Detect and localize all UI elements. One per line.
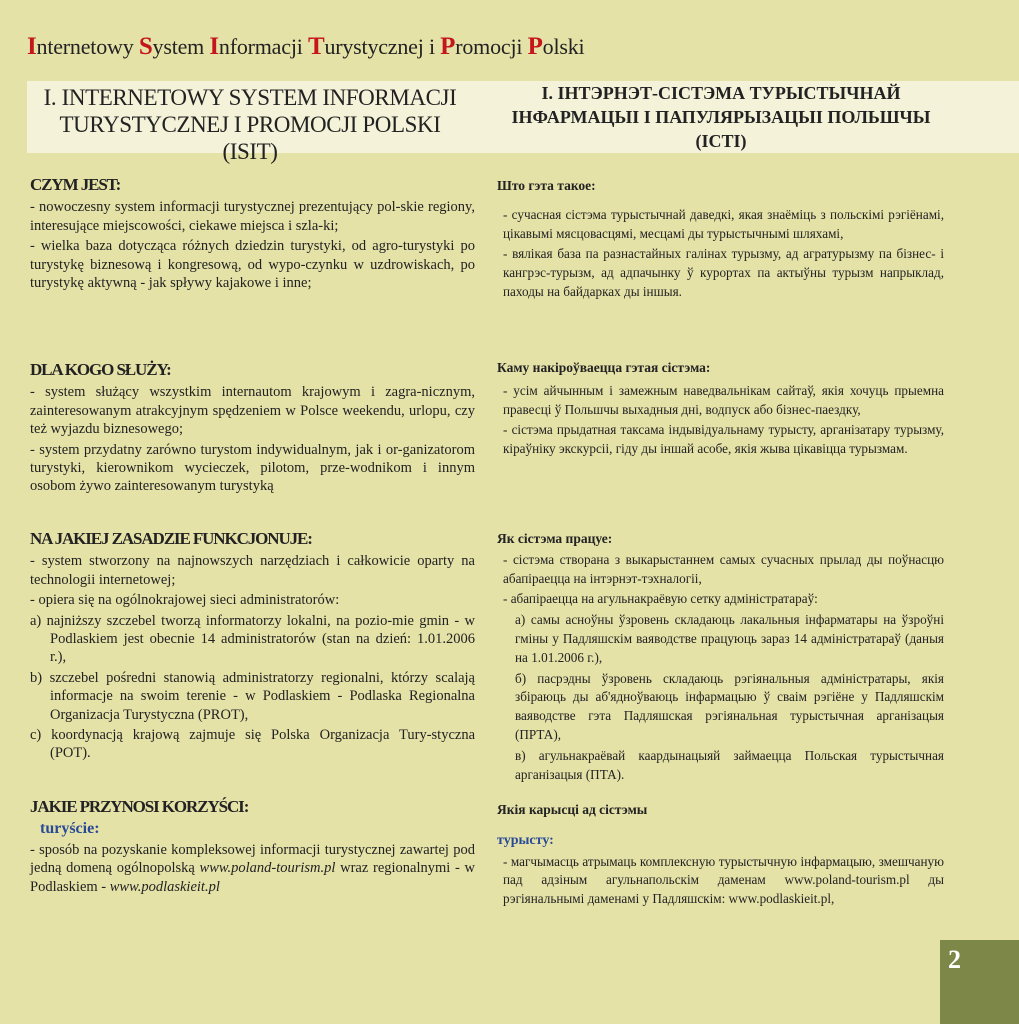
header-initial: I	[27, 33, 37, 60]
pl-subitem-text: c) koordynacją krajową zajmuje się Polska Organizacja Tury-styczna (POT).	[30, 727, 475, 762]
pl-heading-who: DLA KOGO SŁUŻY:	[30, 360, 171, 379]
by-item: - вялікая база па разнастайных галінах турызму, ад агратурызму па бізнес- і кангрэс-турызм, ад адпачынку ў курортах па актыўны турызм напрыклад, паходы на байдарках ды іншыя.	[503, 246, 944, 299]
podlaskieit-link[interactable]: www.podlaskieit.pl	[109, 878, 220, 895]
header-initial: P	[440, 33, 456, 60]
by-item: - сістэма прыдатная таксама індывідуальнаму турысту, арганізатару турызму, кіраўніку экскурсіі, гіду ды іншай асобе, якія жыва цікавіцца турызмам.	[503, 422, 944, 457]
pl-subheading-tourist: turyście:	[40, 820, 100, 838]
by-section-what	[497, 177, 944, 304]
header-initial: T	[307, 33, 325, 60]
pl-item: - opiera się na ogólnokrajowej sieci administratorów:	[30, 592, 340, 609]
header-initial: I	[209, 33, 219, 60]
publication-header	[27, 33, 584, 61]
by-section-how	[497, 530, 944, 786]
pl-benefit-part: wraz regionalnymi - w Podlaskiem -	[30, 860, 475, 895]
pl-heading-how: NA JAKIEJ ZASADZIE FUNKCJONUJE:	[30, 529, 312, 548]
by-subitem: в) агульнакраёвай каардынацыяй займаецца Польская турыстычная арганізацыя (ПТА).	[515, 747, 944, 782]
by-subitem: б) пасрэдны ўзровень складаюць рэгіянальныя адміністратары, якія збіраюць ды аб'ядноўваюць інфармацыю ў сваім рэгіёне у Падляшскім ваяводстве гэта Падляшская рэгіянальная турыстычная арганізацыя (ПРТА),	[515, 670, 944, 742]
pl-section-how	[30, 530, 475, 765]
pl-item: - system służący wszystkim internautom krajowym i zagra-nicznym, zainteresowanym atrakcyjnym spędzeniem w Polsce weekendu, urlopu, czy też wyjazdu biznesowego;	[30, 384, 475, 438]
pl-section-what	[30, 176, 475, 294]
by-heading-how: Як сістэма працуе:	[497, 531, 613, 546]
pl-item: - nowoczesny system informacji turystycznej prezentujący pol-skie regiony, interesujące miejscowości, ciekawe miejsca i szla-ki;	[30, 199, 475, 234]
by-section-who	[497, 359, 944, 461]
pl-subitem	[30, 726, 475, 763]
by-section-benefits	[497, 801, 944, 911]
pl-benefit-text	[30, 841, 475, 896]
pl-subitem	[30, 612, 475, 667]
pl-item: - system przydatny zarówno turystom indywidualnym, jak i or-ganizatorom turystyki, kierownikom wycieczek, pilotom, prze-wodnikom i innym osobom żywo zainteresowanym turystyką	[30, 441, 475, 495]
pl-item: - wielka baza dotycząca różnych dziedzin turystyki, od agro-turystyki po turystykę biznesową i kongresową, od wypo-czynku w uzdrowiskach, po turystykę aktywną - jak spływy kajakowe i inne;	[30, 238, 475, 292]
pl-benefit-part: - sposób na pozyskanie kompleksowej informacji turystycznej zawartej pod jedną domeną ogólnopolską	[30, 841, 475, 877]
header-word: urystycznej i	[324, 34, 441, 59]
pl-heading-what: CZYM JEST:	[30, 175, 121, 194]
section-title-by: I. ІНТЭРНЭТ-СІСТЭМА ТУРЫСТЫЧНАЙ ІНФАРМАЦЫІ І ПАПУЛЯРЫЗАЦЫІ ПОЛЬШЧЫ (ІСТІ)	[511, 83, 931, 151]
poland-tourism-link[interactable]: www.poland-tourism.pl	[199, 860, 336, 877]
page-number: 2	[948, 945, 961, 974]
by-benefit-text: - магчымасць атрымаць комплексную турыстычную інфармацыю, змешчаную пад адзіным агульнапольскім даменам www.poland-tourism.pl ды рэгіянальнымі даменамі у Падляшскім: www.podlaskieit.pl,	[503, 853, 944, 907]
by-item: - абапіраецца на агульнакраёвую сетку адміністратараў:	[503, 591, 818, 607]
pl-item: - system stworzony na najnowszych narzędziach i całkowicie oparty na technologii internetowej;	[30, 553, 475, 588]
by-item: - сучасная сістэма турыстычнай даведкі, якая знаёміць з польскімі рэгіёнамі, цікавымі мясцовасцямі, месцамі ды турыстычнымі шляхамі,	[503, 206, 944, 241]
pl-subitem	[30, 669, 475, 724]
by-item: - усім айчынным і замежным наведвальнікам сайтаў, якія хочуць прыемна правесці ў Польшчы выхадныя дні, водпуск або бізнес-паездку,	[503, 382, 944, 417]
header-initial: P	[527, 33, 543, 60]
by-subheading-tourist: турысту:	[497, 832, 554, 848]
header-word: romocji	[455, 34, 528, 59]
section-title-pl: I. INTERNETOWY SYSTEM INFORMACJI TURYSTYCZNEJ I PROMOCJI POLSKI (ISIT)	[43, 85, 457, 165]
by-item: - сістэма створана з выкарыстаннем самых сучасных прылад ды поўнасцю абапіраецца на інтэрнэт-тэхналогіі,	[503, 551, 944, 586]
pl-section-who	[30, 361, 475, 498]
header-word: nformacji	[218, 34, 308, 59]
header-initial: S	[138, 33, 153, 60]
header-word: nternetowy	[36, 34, 139, 59]
pl-section-benefits	[30, 798, 475, 898]
by-heading-who: Каму накіроўваецца гэтая сістэма:	[497, 360, 711, 375]
pl-subitem-text: a) najniższy szczebel tworzą informatorzy lokalni, na pozio-mie gmin - w Podlaskiem jest obecnie 14 administratorów (stan na dzień: 1.01.2006 r.),	[30, 612, 475, 666]
by-heading-what: Што гэта такое:	[497, 178, 596, 193]
pl-subitem-text: b) szczebel pośredni stanowią administratorzy regionalni, którzy scalają informacje na swoim terenie - w Podlaskiem - Podlaska Regionalna Organizacja Turystyczna (PROT),	[30, 669, 475, 723]
by-heading-benefits: Якія карысці ад сістэмы	[497, 802, 648, 817]
header-word: olski	[542, 34, 585, 59]
pl-heading-benefits: JAKIE PRZYNOSI KORZYŚCI:	[30, 797, 249, 816]
header-word: ystem	[152, 34, 210, 59]
by-subitem: а) самы асноўны ўзровень складаюць лакальныя інфарматары на ўзроўні гміны у Падляшскім ваяводстве працуюць зараз 14 адміністратараў (даныя на 1.01.2006 г.),	[515, 612, 944, 665]
